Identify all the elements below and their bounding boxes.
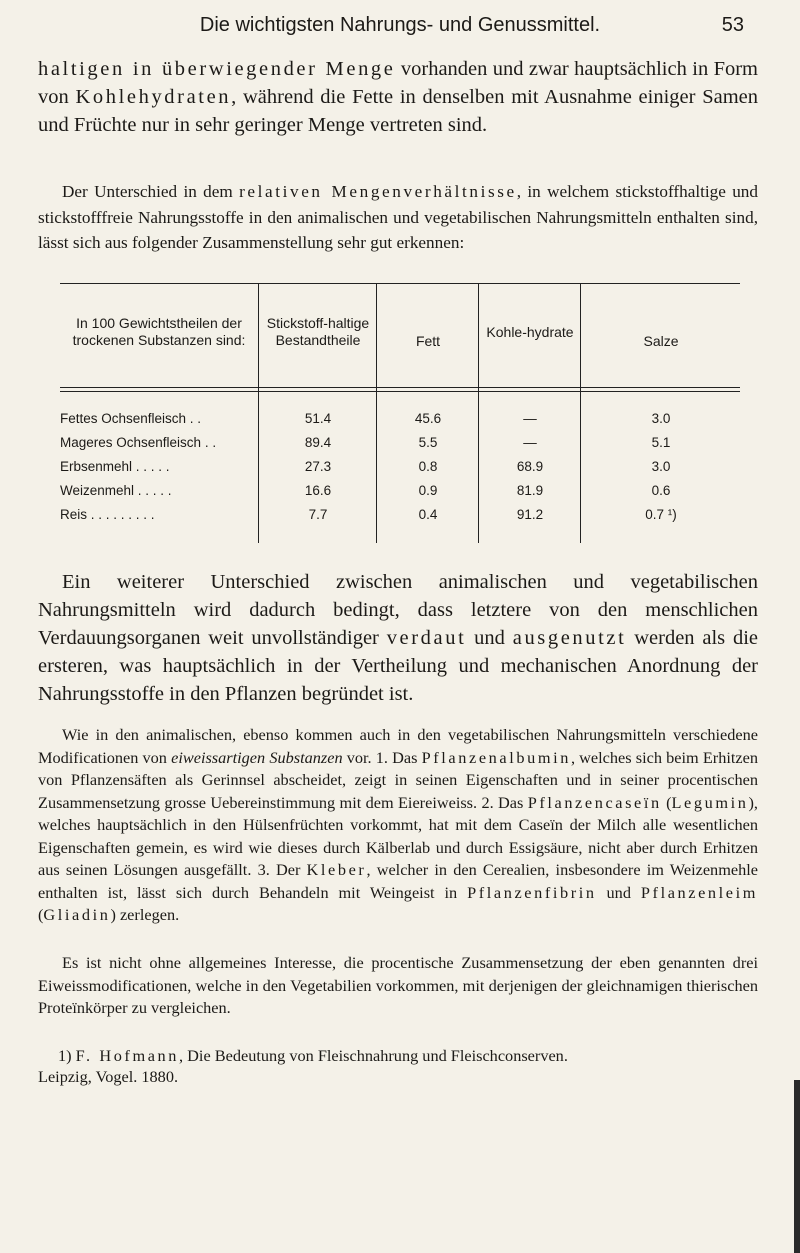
cell-salts: 3.0 (651, 459, 671, 474)
cell-nitrogen: 27.3 (304, 459, 332, 474)
cell-salts: 0.7 ¹) (645, 507, 677, 522)
cell-fat: 5.5 (418, 435, 438, 450)
footnote (38, 1045, 758, 1087)
footnote-marker: 1) (58, 1046, 72, 1065)
row-label: Fettes Ochsenfleisch . . (60, 411, 202, 426)
table-rule-top (60, 283, 740, 284)
col-header-salts: Salze (643, 333, 679, 349)
emph-text: Gliadin (43, 905, 111, 924)
footnote-imprint: Leipzig, Vogel. 1880. (38, 1067, 179, 1086)
cell-carbohydrates: 68.9 (516, 459, 544, 474)
page-number: 53 (721, 14, 744, 36)
intro-paragraph: haltigen in überwiegender Menge vorhanden und zwar hauptsächlich in Form von Kohlehydraten, während die Fette in denselben mit Ausnahme einiger Samen und Früchte nur in sehr geringer Menge vertreten sind. (38, 58, 759, 136)
cell-salts: 5.1 (651, 435, 671, 450)
cell-nitrogen: 89.4 (304, 435, 332, 450)
cell-salts: 3.0 (651, 411, 671, 426)
table-divider (376, 283, 377, 543)
col-header-nitrogen: Stickstoff-haltige Bestandtheile (266, 315, 370, 348)
row-label: Erbsenmehl . . . . . (60, 459, 170, 474)
emph-text: haltigen in überwiegender Menge (38, 58, 396, 80)
running-title: Die wichtigsten Nahrungs- und Genussmittel. (199, 14, 601, 36)
emph-text: Kleber (306, 860, 367, 879)
interest-paragraph: Es ist nicht ohne allgemeines Interesse, die procentische Zusammensetzung der eben genannten drei Eiweissmodificationen, welche in den Vegetabilien vorkommen, mit derjenigen der gleichnamigen thierischen Proteïnkörper zu vergleichen. (38, 953, 758, 1017)
emph-text: relativen Mengenverhältnisse (239, 182, 517, 201)
table-divider (258, 283, 259, 543)
italic-text: eiweissartigen Substanzen (171, 747, 343, 767)
cell-nitrogen: 51.4 (304, 411, 332, 426)
emph-text: Legumin (671, 792, 749, 812)
cell-carbohydrates: 91.2 (516, 507, 544, 522)
emph-text: Pflanzenfibrin (467, 882, 597, 902)
row-label: Mageres Ochsenfleisch . . (60, 435, 217, 450)
emph-text: Pflanzencaseïn (527, 792, 662, 812)
footnote-text: , Die Bedeutung von Fleischnahrung und Fleischconserven. (179, 1046, 568, 1065)
cell-fat: 0.9 (418, 483, 438, 498)
table-divider (478, 283, 479, 543)
cell-salts: 0.6 (651, 483, 671, 498)
cell-nitrogen: 16.6 (304, 483, 332, 498)
col-header-substance: In 100 Gewichtstheilen der trockenen Substanzen sind: (72, 315, 246, 348)
comparison-paragraph: Der Unterschied in dem relativen Mengenverhältnisse, in welchem stickstoffhaltige und stickstofffreie Nahrungsstoffe in den animalischen und vegetabilischen Nahrungsmitteln enthalten sind, lässt sich aus folgender Zusammenstellung sehr gut erkennen: (38, 182, 758, 252)
footnote-author: F. Hofmann (75, 1046, 180, 1065)
col-header-fat: Fett (415, 333, 441, 349)
table-rule-head (60, 387, 740, 388)
row-label: Weizenmehl . . . . . (60, 483, 172, 498)
emph-text: verdaut (386, 627, 467, 649)
emph-text: Kohlehydraten (75, 86, 232, 108)
emph-text: Pflanzenalbumin (421, 747, 571, 767)
cell-fat: 0.4 (418, 507, 438, 522)
emph-text: Pflanzenleim (640, 882, 758, 902)
cell-carbohydrates: — (523, 411, 537, 426)
protein-paragraph: Wie in den animalischen, ebenso kommen auch in den vegetabilischen Nahrungsmitteln verschiedene Modificationen von eiweissartigen Substanzen vor. 1. Das Pflanzenalbumin, welches sich beim Erhitzen von Pflanzensäften als Gerinnsel abscheidet, zeigt in seinen Eigenschaften und in seiner procentischen Zusammensetzung grosse Uebereinstimmung mit dem Eiereiweiss. 2. Das Pflanzencaseïn (Legumin), welches hauptsächlich in den Hülsenfrüchten vorkommt, hat mit dem Caseïn der Milch alle wesentlichen Eigenschaften gemein, es wird wie dieses durch Kälberlab und durch Essigsäure, nicht aber durch Erhitzen aus seinen Lösungen ausgefällt. 3. Der Kleber, welcher in den Cerealien, insbesondere im Weizenmehle enthalten ist, lässt sich durch Behandeln mit Weingeist in Pflanzenfibrin und Pflanzenleim (Gliadin) zerlegen. (38, 725, 759, 924)
col-header-carbohydrates: Kohle-hydrate (486, 324, 574, 340)
emph-text: ausgenutzt (512, 627, 627, 649)
cell-fat: 45.6 (414, 411, 442, 426)
page-header (0, 8, 800, 44)
scan-edge (794, 1080, 800, 1253)
cell-nitrogen: 7.7 (308, 507, 328, 522)
digestion-paragraph: Ein weiterer Unterschied zwischen animalischen und vegetabilischen Nahrungsmitteln wird dadurch bedingt, dass letztere von den menschlichen Verdauungsorganen weit unvollständiger verdaut und ausgenutzt werden als die ersteren, was hauptsächlich in der Vertheilung und mechanischen Anordnung der Nahrungsstoffe in den Pflanzen begründet ist. (38, 571, 758, 705)
table-rule-head (60, 391, 740, 392)
cell-fat: 0.8 (418, 459, 438, 474)
cell-carbohydrates: — (523, 435, 537, 450)
cell-carbohydrates: 81.9 (516, 483, 544, 498)
table-divider (580, 283, 581, 543)
row-label: Reis . . . . . . . . . (60, 507, 155, 522)
